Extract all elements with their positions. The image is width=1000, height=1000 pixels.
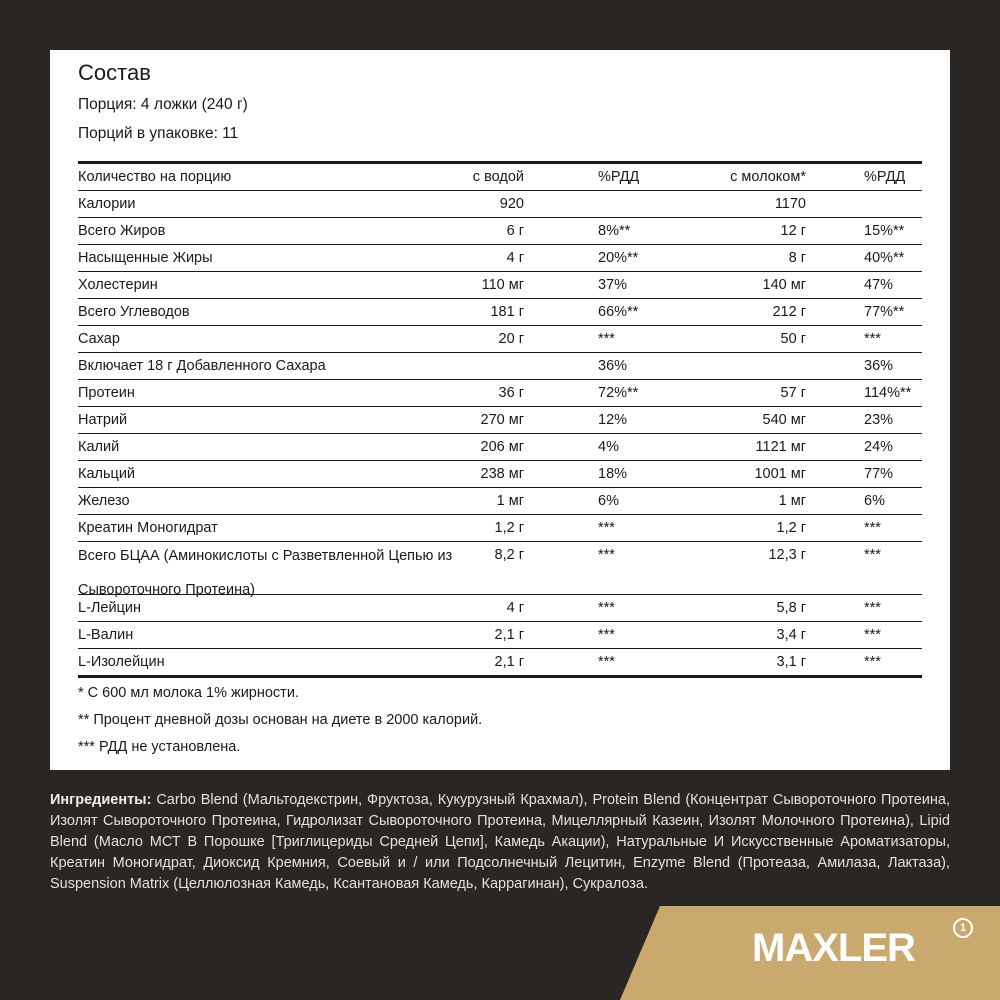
nutrient-name: Калий [78,439,120,455]
table-row [78,542,922,598]
table-row [78,326,922,353]
milk-amount: 540 мг [762,412,806,428]
nutrient-name: Сахар [78,331,120,347]
water-rdd: *** [598,547,615,563]
water-rdd: *** [598,654,615,670]
column-header-water-rdd: %РДД [598,169,640,185]
milk-amount: 140 мг [762,277,806,293]
milk-amount: 1 мг [778,493,806,509]
nutrient-name: Железо [78,493,130,509]
nutrient-name: Протеин [78,385,135,401]
water-amount: 181 г [490,304,524,320]
table-body [78,191,922,675]
table-row [78,461,922,488]
table-header-row [78,164,922,191]
water-rdd: *** [598,627,615,643]
footnote-milk: * С 600 мл молока 1% жирности. [78,685,299,701]
milk-amount: 3,4 г [776,627,806,643]
water-rdd: 72%** [598,385,639,401]
nutrient-name: Натрий [78,412,128,428]
water-amount: 2,1 г [494,654,524,670]
nutrient-name: Всего Углеводов [78,304,190,320]
maxler-logo: MAXLER [752,926,915,970]
milk-rdd: *** [864,600,881,616]
milk-rdd: 15%** [864,223,905,239]
milk-rdd: 23% [864,412,894,428]
nutrient-name: L-Изолейцин [78,654,165,670]
milk-rdd: 6% [864,493,885,509]
water-rdd: 66%** [598,304,639,320]
milk-rdd: 47% [864,277,894,293]
water-amount: 6 г [506,223,524,239]
milk-amount: 3,1 г [776,654,806,670]
table-row [78,622,922,649]
footnote-rdd-unset: *** РДД не установлена. [78,739,241,755]
water-rdd: 18% [598,466,628,482]
milk-rdd: *** [864,331,881,347]
nutrient-name: Калории [78,196,136,212]
nutrient-name: Кальций [78,466,136,482]
milk-rdd: *** [864,654,881,670]
water-amount: 1,2 г [494,520,524,536]
water-amount: 2,1 г [494,627,524,643]
milk-amount: 12,3 г [768,547,806,563]
water-rdd: *** [598,331,615,347]
milk-rdd: *** [864,547,881,563]
nutrient-name: Всего Жиров [78,223,166,239]
table-row [78,434,922,461]
water-rdd: 8%** [598,223,631,239]
ingredients-text: Carbo Blend (Мальтодекстрин, Фруктоза, Кукурузный Крахмал), Protein Blend (Концентрат Сывороточного Протеина, Изолят Сывороточного Протеина, Гидролизат Сывороточного Протеина, Мицеллярный Казеин, Изолят Молочного Протеина), Lipid Blend (Масло МСТ В Порошке [Триглицериды Средней Цепи], Камедь Акации), Натуральные И Искусственные Ароматизаторы, Креатин Моногидрат, Диоксид Кремния, Соевый и / или Подсолнечный Лецитин, Enzyme Blend (Протеаза, Амилаза, Лактаза), Suspension Matrix (Целлюлозная Камедь, Ксантановая Камедь, Каррагинан), Сукралоза. [50,792,950,892]
water-rdd: 20%** [598,250,639,266]
nutrient-name: Насыщенные Жиры [78,250,213,266]
table-row [78,488,922,515]
panel-title: Состав [78,60,151,85]
milk-rdd: *** [864,627,881,643]
nutrient-name: L-Лейцин [78,600,141,616]
water-rdd: *** [598,520,615,536]
table-row [78,649,922,675]
portion-size: Порция: 4 ложки (240 г) [78,96,248,113]
milk-amount: 1001 мг [754,466,806,482]
ingredients-label: Ингредиенты: [50,792,152,808]
water-rdd: 37% [598,277,628,293]
milk-rdd: 40%** [864,250,905,266]
column-header-amount: Количество на порцию [78,169,232,185]
milk-amount: 12 г [780,223,806,239]
milk-amount: 50 г [780,331,806,347]
milk-rdd: 24% [864,439,894,455]
milk-rdd: *** [864,520,881,536]
nutrient-name: Креатин Моногидрат [78,520,218,536]
column-header-milk-rdd: %РДД [864,169,906,185]
milk-amount: 1170 [774,196,806,212]
milk-rdd: 114%** [864,385,912,401]
milk-amount: 57 г [780,385,806,401]
water-amount: 4 г [506,250,524,266]
nutrient-name: Холестерин [78,277,158,293]
nutrition-table [78,161,922,678]
column-header-milk: с молоком* [730,169,806,185]
water-rdd: *** [598,600,615,616]
table-row [78,272,922,299]
water-amount: 110 мг [481,277,524,293]
milk-amount: 212 г [772,304,806,320]
portions-per-pack: Порций в упаковке: 11 [78,125,239,142]
water-amount: 8,2 г [494,547,524,563]
table-row [78,299,922,326]
water-rdd: 6% [598,493,619,509]
nutrient-name: Всего БЦАА (Аминокислоты с Разветвленной Цепью из Сывороточного Протеина) [78,548,453,598]
milk-amount: 1121 мг [755,439,806,455]
water-amount: 238 мг [480,466,524,482]
water-amount: 20 г [498,331,524,347]
table-row [78,353,922,380]
milk-rdd: 36% [864,358,894,374]
milk-rdd: 77% [864,466,894,482]
milk-amount: 1,2 г [776,520,806,536]
table-row [78,595,922,622]
table-row [78,380,922,407]
water-amount: 4 г [506,600,524,616]
nutrition-panel [50,50,950,770]
table-row [78,515,922,542]
water-amount: 206 мг [480,439,524,455]
column-header-water: с водой [472,169,524,185]
water-amount: 36 г [498,385,524,401]
water-rdd: 4% [598,439,619,455]
milk-rdd: 77%** [864,304,905,320]
footnote-rdd-basis: ** Процент дневной дозы основан на диете в 2000 калорий. [78,712,483,728]
table-row [78,191,922,218]
milk-amount: 8 г [788,250,806,266]
water-amount: 920 [499,196,524,212]
ingredients-block [50,790,950,895]
registered-mark-icon: 1 [953,918,973,938]
water-rdd: 12% [598,412,628,428]
nutrient-name: Включает 18 г Добавленного Сахара [78,358,326,374]
water-rdd: 36% [598,358,628,374]
table-row [78,245,922,272]
water-amount: 270 мг [480,412,524,428]
milk-amount: 5,8 г [776,600,806,616]
nutrient-name: L-Валин [78,627,134,643]
water-amount: 1 мг [496,493,524,509]
table-row [78,218,922,245]
table-row [78,407,922,434]
